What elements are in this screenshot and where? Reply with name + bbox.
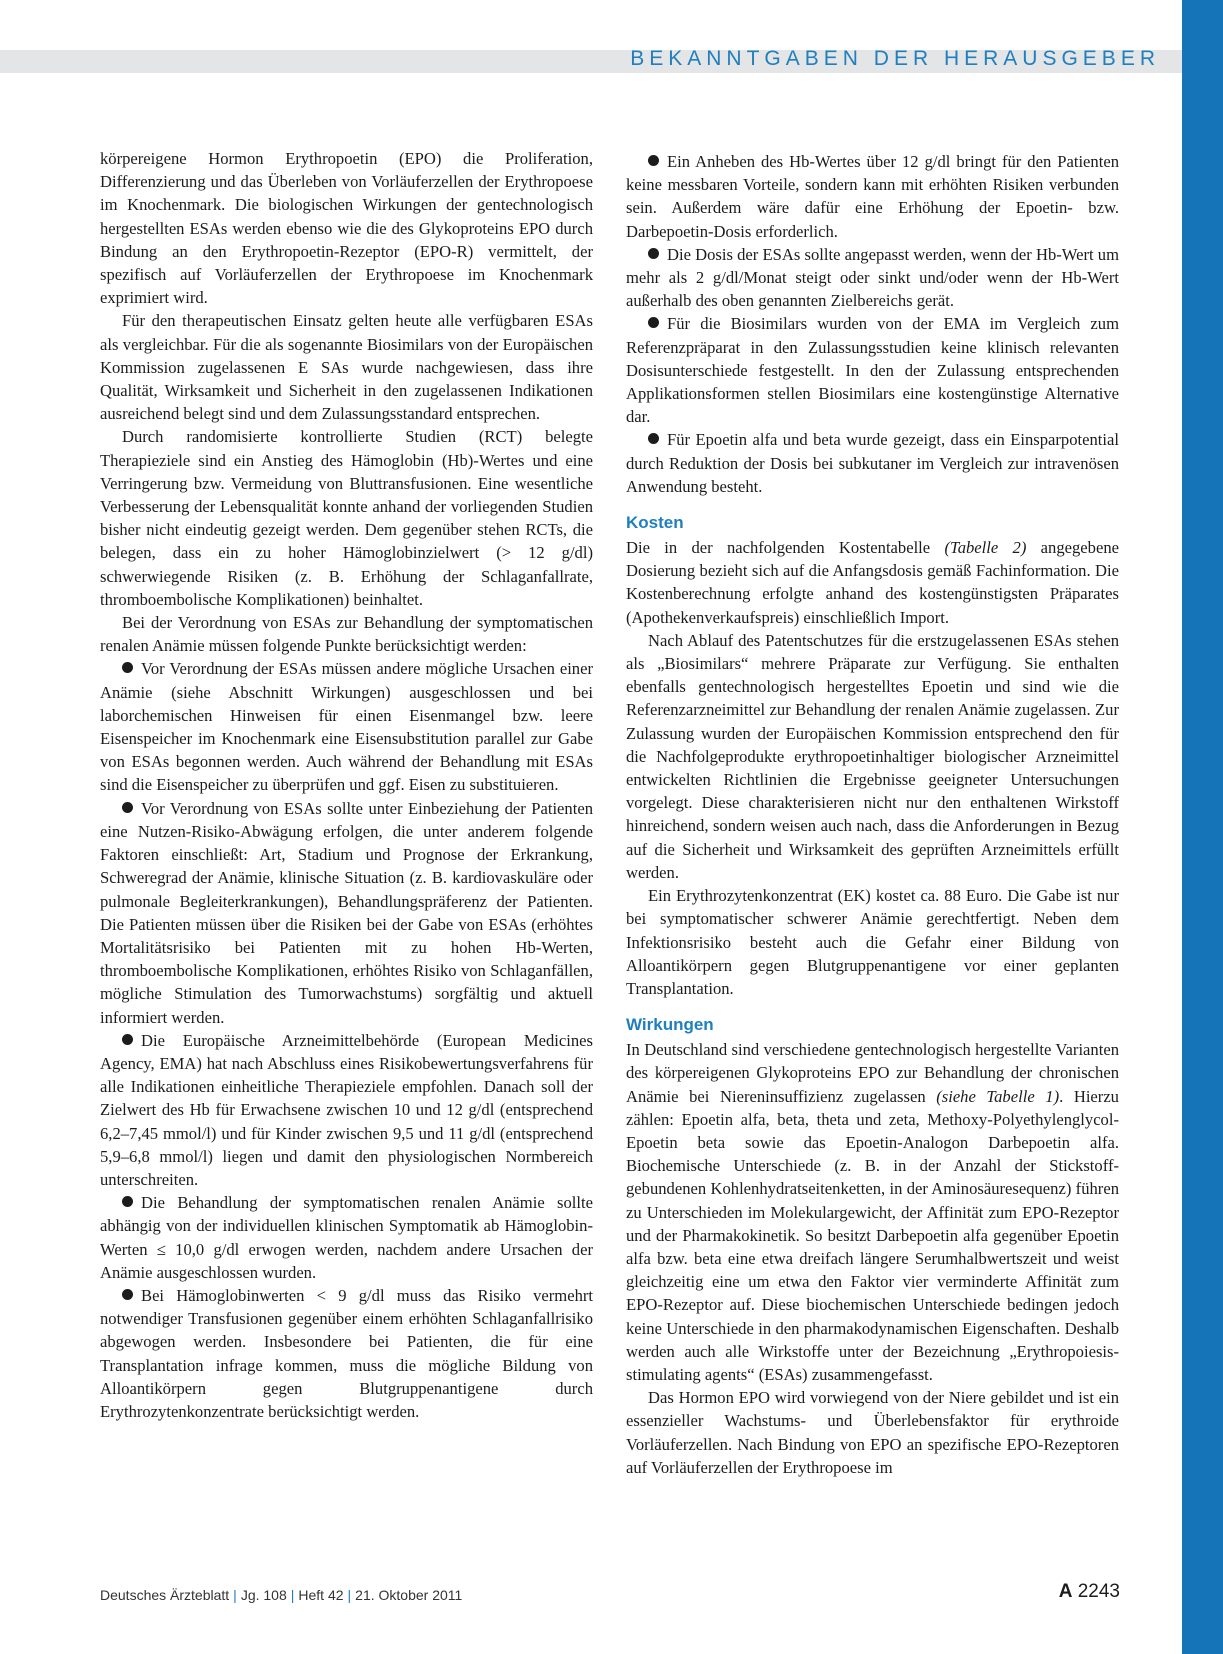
footer-separator: | [347,1587,352,1603]
page-number [1059,1581,1120,1603]
bullet-item [100,657,593,796]
text-run: In Deutschland sind verschiedene gentechnologisch hergestellte Varianten des körpereigenen Glykoproteins EPO zur Behandlung der chronischen Anämie bei Niereninsuffizienz zugelassen [626,1040,1119,1106]
bullet-icon [122,1034,133,1045]
bullet-icon [648,155,659,166]
bullet-text: Ein Anheben des Hb-Wertes über 12 g/dl bringt für den Patienten keine messbaren Vorteile, sondern kann mit erhöhten Risiken verbunden sein. Außerdem wäre dafür eine Erhöhung der Epoetin- bzw. Darbepoetin-Dosis erforderlich. [626,152,1119,241]
bullet-text: Vor Verordnung von ESAs sollte unter Einbeziehung der Patienten eine Nutzen-Risiko-Abwägung erfolgen, die unter anderem folgende Faktoren einschließt: Art, Stadium und Prognose der Erkrankung, Schweregrad der Anämie, klinische Situation (z. B. kardiovaskuläre oder pulmonale Begleiterkrankungen), Behandlungspräferenz der Patienten. Die Patienten müssen über die Risiken bei der Gabe von ESAs (erhöhtes Mortalitätsrisiko bei Patienten mit zu hohen Hb-Werten, thromboembolische Komplikationen, erhöhtes Risiko von Schlaganfällen, mögliche Stimulation des Tumorwachstums) sorgfältig und aktuell informiert werden. [100,798,593,1027]
paragraph [626,1038,1119,1386]
paragraph [626,536,1119,629]
bullet-text: Für die Biosimilars wurden von der EMA im Vergleich zum Referenzpräparat in den Zulassungsstudien keine klinisch relevanten Dosisunterschiede festgestellt. In den der Zulassung entsprechenden Applikationsformen stellen Biosimilars eine kostengünstige Alternative dar. [626,314,1119,427]
bullet-icon [648,317,659,328]
table-reference: (Tabelle 2) [944,538,1027,558]
text-run: . Hierzu zählen: Epoetin alfa, beta, theta und zeta, Methoxy-Polyethylenglycol-Epoetin beta sowie das Epoetin-Analogon Darbepoetin alfa. Biochemische Unterschiede (z. B. in der Anzahl der Stickstoff-gebundenen Kohlenhydratseitenketten, in der Aminosäuresequenz) führen zu Unterschieden im Molekulargewicht, der Affinität zum EPO-Rezeptor und der Pharmakokinetik. So besitzt Darbepoetin alfa gegenüber Epoetin alfa bzw. beta eine etwa dreifach längere Serumhalbwertszeit und weist gleichzeitig eine um etwa den Faktor vier verminderte Affinität zum EPO-Rezeptor auf. Diese biochemischen Unterschiede bedingen jedoch keine Unterschiede in den pharmakodynamischen Eigenschaften. Deshalb werden auch alle Wirkstoffe unter der Bezeichnung „Erythropoiesis-stimulating agents“ (ESAs) zusammengefasst. [626,1086,1119,1384]
bullet-icon [648,433,659,444]
right-column [626,150,1119,1479]
journal-issue: Heft 42 [298,1587,344,1603]
section-heading-wirkungen: Wirkungen [626,1015,714,1035]
bullet-item [100,1191,593,1284]
footer-separator: | [233,1587,237,1603]
page-prefix: A [1058,1581,1073,1602]
bullet-text: Bei Hämoglobinwerten < 9 g/dl muss das Risiko vermehrt notwendiger Transfusionen gegenüber einem erhöhten Schlaganfallrisiko abgewogen werden. Insbesondere bei Patienten, die für eine Transplantation infrage kommen, muss die mögliche Bildung von Alloantikörpern gegen Blutgruppenantigene durch Erythrozytenkonzentrate berücksichtigt werden. [100,1285,593,1421]
journal-volume: Jg. 108 [240,1587,287,1603]
bullet-text: Die Behandlung der symptomatischen renalen Anämie sollte abhängig von der individuellen klinischen Symptomatik ab Hämoglobin-Werten ≤ 10,0 g/dl erwogen werden, nachdem andere Ursachen der Anämie ausgeschlossen wurden. [100,1193,593,1282]
paragraph: körpereigene Hormon Erythropoetin (EPO) die Proliferation, Differenzierung und das Überleben von Vorläuferzellen der Erythropoese im Knochenmark. Die biologischen Wirkungen der gentechnologisch hergestellten ESAs werden ebenso wie die des Glykoproteins EPO durch Bindung an den Erythropoetin-Rezeptor (EPO-R) vermittelt, der spezifisch auf Vorläuferzellen der Erythropoese im Knochenmark exprimiert wird. [100,149,593,308]
bullet-item [100,1029,593,1191]
text-run: angegebene Dosierung bezieht sich auf die Anfangsdosis gemäß Fachinformation. Die Kostenberechnung erfolgte anhand des kostengünstigsten Präparates (Apothekenverkaufspreis) einschließlich Import. [626,538,1119,627]
paragraph: Ein Erythrozytenkonzentrat (EK) kostet ca. 88 Euro. Die Gabe ist nur bei symptomatischer schwerer Anämie gerechtfertigt. Neben dem Infektionsrisiko besteht auch die Gefahr einer Bildung von Alloantikörpern gegen Blutgruppenantigene vor einer geplanten Transplantation. [626,886,1119,998]
bullet-item [100,797,593,1029]
text-run: Die in der nachfolgenden Kostentabelle [626,538,945,558]
table-reference: (siehe Tabelle 1) [936,1086,1060,1106]
section-title: BEKANNTGABEN DER HERAUSGEBER [630,47,1160,70]
bullet-item [626,243,1119,313]
bullet-icon [122,802,133,813]
bullet-item [626,312,1119,428]
bullet-text: Für Epoetin alfa und beta wurde gezeigt, dass ein Einsparpotential durch Reduktion der Dosis bei subkutaner im Vergleich zur intravenösen Anwendung besteht. [626,430,1119,496]
bullet-text: Die Dosis der ESAs sollte angepasst werden, wenn der Hb-Wert um mehr als 2 g/dl/Monat steigt oder sinkt und/oder wenn der Hb-Wert außerhalb des oben genannten Zielbereichs gerät. [626,244,1119,311]
bullet-item [100,1284,593,1423]
page-number-value: 2243 [1077,1581,1120,1602]
paragraph: Nach Ablauf des Patentschutzes für die erstzugelassenen ESAs stehen als „Biosimilars“ mehrere Präparate zur Verfügung. Sie enthalten ebenfalls gentechnologisch hergestelltes Epoetin und sind wie die Referenzarzneimittel zur Behandlung der renalen Anämie zugelassen. Zur Zulassung wurden der Europäischen Kommission entsprechend den für die Nachfolgeprodukte erythropoetinhaltiger biologischer Arzneimittel entwickelten Richtlinien die Ergebnisse geeigneter Untersuchungen vorgelegt. Diese charakterisieren nicht nur den enthaltenen Wirkstoff hinreichend, sondern weisen auch nach, dass die Anforderungen in Bezug auf die Sicherheit und Wirksamkeit des geprüften Arzneimittels erfüllt werden. [626,630,1119,882]
section-heading-kosten: Kosten [626,513,684,533]
journal-name: Deutsches Ärzteblatt [100,1587,230,1603]
journal-date: 21. Oktober 2011 [355,1587,463,1603]
bullet-icon [122,1196,133,1207]
bullet-text: Vor Verordnung der ESAs müssen andere mögliche Ursachen einer Anämie (siehe Abschnitt Wirkungen) ausgeschlossen und bei laborchemischen Hinweisen für einen Eisenmangel bzw. leere Eisenspeicher im Knochenmark eine Eisensubstitution parallel zur Gabe von ESAs begonnen werden. Auch während der Behandlung mit ESAs sind die Eisenspeicher zu überprüfen und ggf. Eisen zu substituieren. [100,659,593,795]
paragraph: Durch randomisierte kontrollierte Studien (RCT) belegte Therapieziele sind ein Anstieg des Hämoglobin (Hb)-Wertes und eine Verringerung bzw. Vermeidung von Bluttransfusionen. Eine wesentliche Verbesserung der Lebensqualität konnte anhand der vorliegenden Studien bisher nicht eindeutig gezeigt werden. Dem gegenüber stehen RCTs, die belegen, dass ein zu hoher Hämoglobinzielwert (> 12 g/dl) schwerwiegende Risiken (z. B. Erhöhung der Schlaganfallrate, thromboembolische Komplikationen) beinhaltet. [100,427,593,609]
left-column [100,147,593,1423]
paragraph: Für den therapeutischen Einsatz gelten heute alle verfügbaren ESAs als vergleichbar. Für die als sogenannte Biosimilars von der Europäischen Kommission zugelassenen E SAs wurde nachgewiesen, dass ihre Qualität, Wirksamkeit und Sicherheit in den zugelassenen Indikationen ausreichend belegt sind und dem Zulassungsstandard entsprechen. [100,311,593,424]
bullet-icon [122,1289,133,1300]
footer-separator: | [290,1587,295,1603]
footer [100,1587,1120,1603]
bullet-text: Die Europäische Arzneimittelbehörde (European Medicines Agency, EMA) hat nach Abschluss eines Risikobewertungsverfahrens für alle Indikationen einheitliche Therapieziele empfohlen. Danach soll der Zielwert des Hb für Erwachsene zwischen 10 und 12 g/dl (entsprechend 6,2–7,45 mmol/l) und für Kinder zwischen 9,5 und 11 g/dl (entsprechend 5,9–6,8 mmol/l) liegen und damit den physiologischen Normbereich unterschreiten. [100,1030,593,1189]
bullet-icon [122,662,133,673]
paragraph: Das Hormon EPO wird vorwiegend von der Niere gebildet und ist ein essenzieller Wachstums- und Überlebensfaktor für erythroide Vorläuferzellen. Nach Bindung von EPO an spezifische EPO-Rezeptoren auf Vorläuferzellen der Erythropoese im [626,1388,1119,1477]
bullet-item [626,428,1119,498]
side-color-bar [1182,0,1223,1654]
bullet-item [626,150,1119,243]
paragraph: Bei der Verordnung von ESAs zur Behandlung der symptomatischen renalen Anämie müssen folgende Punkte berücksichtigt werden: [100,613,593,656]
bullet-icon [648,248,659,259]
